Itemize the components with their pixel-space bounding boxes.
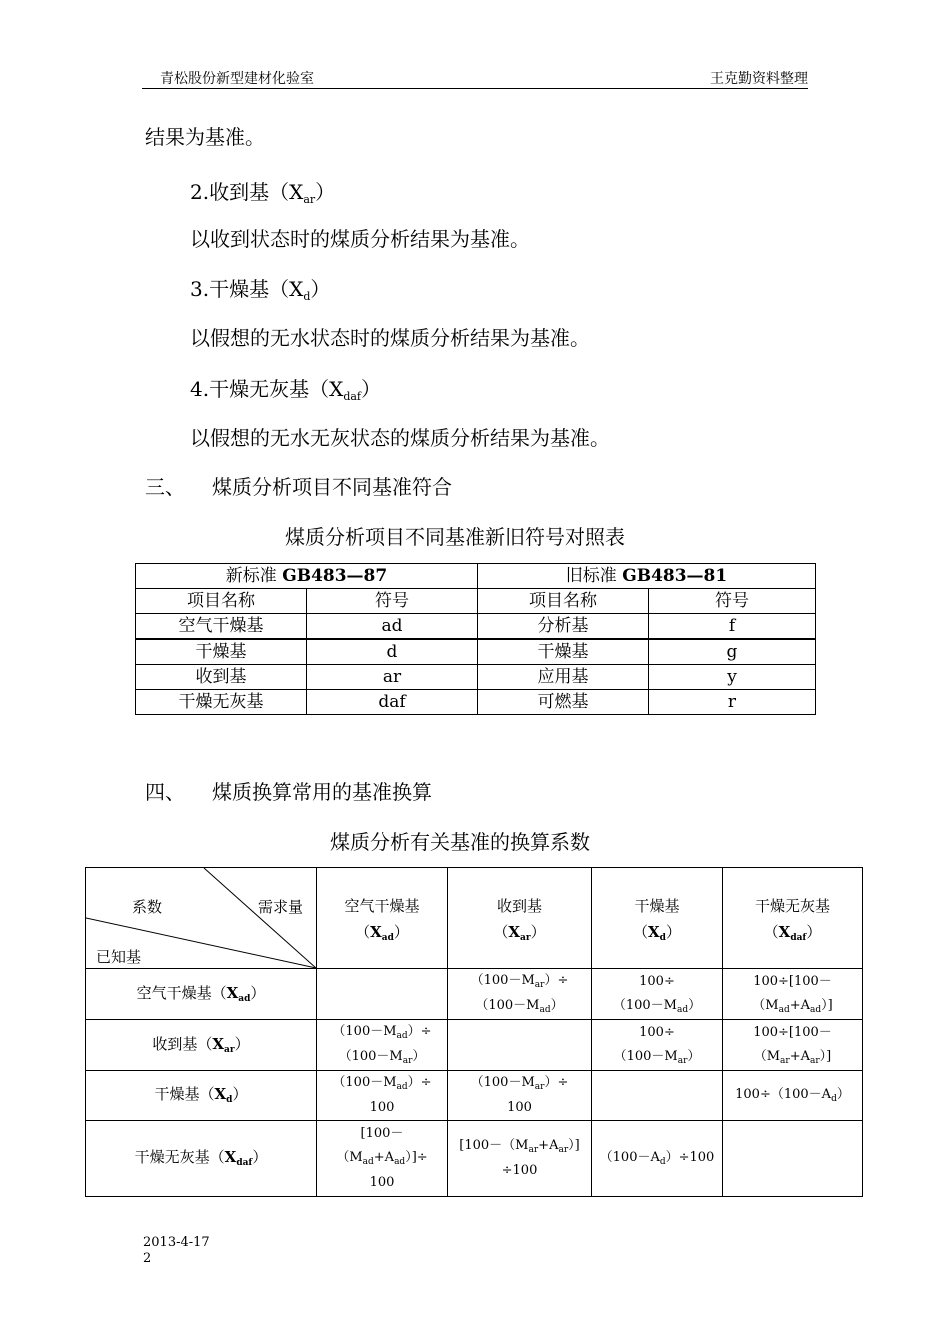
footer-page-number: 2 xyxy=(143,1251,152,1266)
conversion-factor-table xyxy=(85,867,863,1197)
table1-cell: d xyxy=(307,639,478,665)
table-row xyxy=(136,639,816,665)
section3-number: 三、 xyxy=(145,475,185,499)
table2-caption: 煤质分析有关基准的换算系数 xyxy=(330,830,590,854)
paragraph-ar: 以收到状态时的煤质分析结果为基准。 xyxy=(190,227,530,251)
table2-cell: 100÷[100－ $(M_{ar}+A_{ar})$] xyxy=(723,1020,863,1071)
heading-ar: 2.收到基$(X_{ar})$ xyxy=(190,180,336,206)
table-row xyxy=(86,969,863,1020)
table2-cell: $(100-M_{ad})\div$ $(100-M_{ar})$ xyxy=(317,1020,448,1071)
table2-cell: 100÷[100－ $(M_{ad}+A_{ad})$] xyxy=(723,969,863,1020)
table1-old-standard: 旧标准 GB483—81 xyxy=(478,564,816,589)
table1-header-cell: 符号 xyxy=(307,589,478,614)
table1-cell: f xyxy=(649,614,816,640)
table1-header-cell: 项目名称 xyxy=(478,589,649,614)
table1-cell: 分析基 xyxy=(478,614,649,640)
table2-col-header: 收到基 $(X_{ar})$ xyxy=(448,868,592,969)
page-footer xyxy=(143,1235,210,1267)
paragraph-daf: 以假想的无水无灰状态的煤质分析结果为基准。 xyxy=(190,426,610,450)
table2-cell: [100－ $(M_{ad}+A_{ad})]\div$ 100 xyxy=(317,1121,448,1197)
symbol-comparison-table xyxy=(135,563,816,715)
table1-cell: 可燃基 xyxy=(478,690,649,715)
heading-daf: 4.干燥无灰基$(X_{daf})$ xyxy=(190,377,381,403)
table1-cell: y xyxy=(649,665,816,690)
table2-row-header: 收到基$(X_{ar})$ xyxy=(86,1020,317,1071)
corner-label-known: 已知基 xyxy=(96,948,142,966)
table-row xyxy=(86,1020,863,1071)
table2-cell: 100÷ $(100-M_{ar})$ xyxy=(592,1020,723,1071)
table2-cell xyxy=(723,1121,863,1197)
table2-row-header: 干燥基$(X_d)$ xyxy=(86,1071,317,1121)
table2-corner-cell xyxy=(86,868,317,969)
paragraph-d: 以假想的无水状态时的煤质分析结果为基准。 xyxy=(190,326,590,350)
page-header-left: 青松股份新型建材化验室 xyxy=(160,71,314,87)
table2-cell: $(100-M_{ad})\div$ 100 xyxy=(317,1071,448,1121)
table1-cell: ad xyxy=(307,614,478,640)
table1-cell: daf xyxy=(307,690,478,715)
table2-cell: $100\div(100-A_d)$ xyxy=(723,1071,863,1121)
table1-cell: 空气干燥基 xyxy=(136,614,307,640)
table2-cell: $(100-M_{ar})\div$ 100 xyxy=(448,1071,592,1121)
table1-cell: ar xyxy=(307,665,478,690)
table1-cell: 干燥基 xyxy=(478,639,649,665)
table2-cell: 100÷ $(100-M_{ad})$ xyxy=(592,969,723,1020)
table-row xyxy=(86,1071,863,1121)
table2-cell xyxy=(448,1020,592,1071)
table1-cell: 应用基 xyxy=(478,665,649,690)
table2-cell: $(100-A_d)\div 100$ xyxy=(592,1121,723,1197)
table1-cell: 收到基 xyxy=(136,665,307,690)
table-row xyxy=(86,1121,863,1197)
paragraph-line1: 结果为基准。 xyxy=(145,125,265,149)
table1-caption: 煤质分析项目不同基准新旧符号对照表 xyxy=(285,525,625,549)
section4-title: 煤质换算常用的基准换算 xyxy=(212,780,432,804)
page-header-right: 王克勤资料整理 xyxy=(710,71,808,87)
table2-cell: $[100-(M_{ar}+A_{ar})]$ ÷100 xyxy=(448,1121,592,1197)
table2-col-header: 干燥基 $(X_d)$ xyxy=(592,868,723,969)
table1-cell: g xyxy=(649,639,816,665)
table2-row-header: 空气干燥基$(X_{ad})$ xyxy=(86,969,317,1020)
section3-title: 煤质分析项目不同基准符合 xyxy=(212,475,452,499)
table2-cell xyxy=(317,969,448,1020)
table1-header-cell: 符号 xyxy=(649,589,816,614)
table1-cell: r xyxy=(649,690,816,715)
table2-col-header: 空气干燥基 $(X_{ad})$ xyxy=(317,868,448,969)
table2-col-header: 干燥无灰基 $(X_{daf})$ xyxy=(723,868,863,969)
table2-cell: $(100-M_{ar})\div$ $(100-M_{ad})$ xyxy=(448,969,592,1020)
table-row xyxy=(136,614,816,640)
table1-header-cell: 项目名称 xyxy=(136,589,307,614)
table1-new-standard: 新标准 GB483—87 xyxy=(136,564,478,589)
table1-cell: 干燥无灰基 xyxy=(136,690,307,715)
corner-label-coefficient: 系数 xyxy=(132,898,163,916)
table2-cell xyxy=(592,1071,723,1121)
table2-row-header: 干燥无灰基$(X_{daf})$ xyxy=(86,1121,317,1197)
table-row xyxy=(136,690,816,715)
corner-label-required: 需求量 xyxy=(258,898,304,916)
footer-date: 2013-4-17 xyxy=(143,1235,210,1250)
table-row xyxy=(136,665,816,690)
header-rule xyxy=(142,88,808,89)
section4-number: 四、 xyxy=(145,780,185,804)
table1-cell: 干燥基 xyxy=(136,639,307,665)
heading-d: 3.干燥基$(X_d)$ xyxy=(190,277,331,303)
